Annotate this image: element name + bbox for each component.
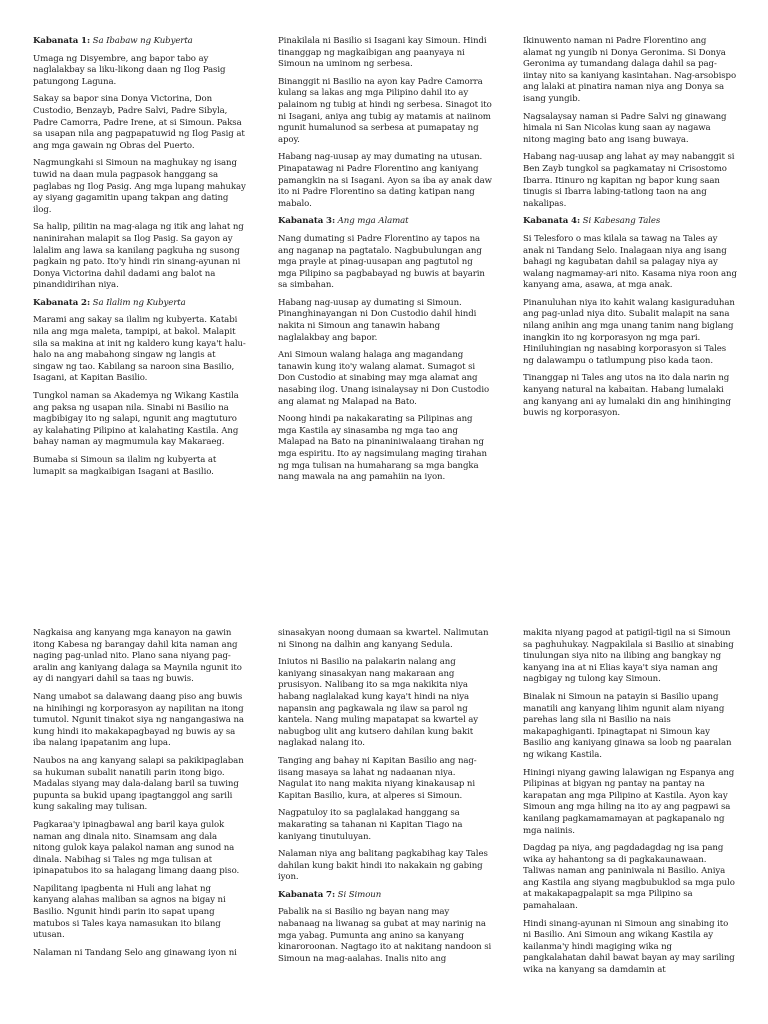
paragraph: Binalak ni Simoun na patayin si Basilio upang manatili ang kanyang lihim ngunit alam niyang parehas lang sila ni Basilio na nais makapaghiganti. Ipinagtapat ni Simoun kay Basilio ang kaniyang ginawa sa loob ng paaralan ng wikang Kastila. (523, 691, 732, 760)
chapter-title: Sa Ilalim ng Kubyerta (92, 297, 186, 308)
paragraph: Sa halip, pilitin na mag-alaga ng itik ang lahat ng naninirahan malapit sa Ilog Pasig. Sa gayon ay lalalim ang lawa sa kanilang pagkuha ng susong pagkain ng pato. Ito'y hindi rin sinang-ayunan ni Donya Victorina dahil dadami ang balot na pinandidirihan niya. (33, 222, 244, 291)
chapter-heading-1 (33, 36, 247, 48)
paragraph: Iniutos ni Basilio na palakarin nalang ang kaniyang sinasakyan nang makaraan ang prusisyon. Nalibang ito sa mga nakikita niya habang naglalakad kung kaya't hindi na niya napansin ang pagkawala ng ilaw sa parol ng kantela. Nang muling mapatapat sa kwartel ay nabugbog ulit ang kutsero dahilan kung bakit naglakad nalang ito. (278, 657, 479, 749)
paragraph: Noong hindi pa nakakarating sa Pilipinas ang mga Kastila ay sinasamba ng mga tao ang Malapad na Bato na pinaniniwalaang tirahan ng mga espiritu. Ito ay nagsimulang maging tirahan ng mga tulisan na humaharang sa mga bangka nang mawala na ang pamahiin na iyon. (278, 414, 487, 483)
paragraph: Bumaba si Simoun sa ilalim ng kubyerta at lumapit sa magkaibigan Isagani at Basilio. (33, 455, 217, 477)
paragraph: Tanging ang bahay ni Kapitan Basilio ang nag-iisang masaya sa lahat ng nadaanan niya. Nagulat ito nang makita niyang kinakausap ni Kapitan Basilio, kura, at alperes si Simoun. (278, 755, 477, 801)
paragraph: Binanggit ni Basilio na ayon kay Padre Camorra kulang sa lakas ang mga Pilipino dahil ito ay palainom ng tubig at hindi ng serbesa. Sinagot ito ni Isagani, aniya ang tubig ay matamis at naiinom ngunit humalunod sa serbesa at pumapatay ng apoy. (278, 76, 492, 145)
paragraph: Tungkol naman sa Akademya ng Wikang Kastila ang paksa ng usapan nila. Sinabi ni Basilio na magbibigay ito ng salapi, ngunit ang magtuturo ay kalahating Pilipino at kalahating Kastila. Ang bahay naman ay magmumula kay Makaraeg. (33, 391, 239, 448)
paragraph: Naubos na ang kanyang salapi sa pakikipaglaban sa hukuman subalit nanatili parin itong bigo. Madalas siyang may dala-dalang baril sa tuwing pupunta sa bukid upang ipagtanggol ang sarili kung sakaling may tulisan. (33, 755, 244, 813)
paragraph: Nagkaisa ang kanyang mga kanayon na gawin itong Kabesa ng barangay dahil kita naman ang naging pag-unlad nito. Plano sana niyang pag-aralin ang kaniyang dalaga sa Maynila ngunit ito ay di nangyari dahil sa taas ng buwis. (33, 628, 242, 685)
paragraph: Nagsalaysay naman si Padre Salvi ng ginawang himala ni San Nicolas kung saan ay nagawa nitong maging bato ang isang buwaya. (523, 111, 727, 145)
chapter-heading-3 (278, 216, 492, 228)
paragraph: Marami ang sakay sa ilalim ng kubyerta. Katabi nila ang mga maleta, tampipi, at bakol. Malapit sila sa makina at init ng kaldero kung kaya't halu-halo na ang mabahong singaw ng langis at singaw ng tao. Kabilang sa naroon sina Basilio, Isagani, at Kapitan Basilio. (33, 315, 246, 384)
paragraph: Sakay sa bapor sina Donya Victorina, Don Custodio, Benzayb, Padre Salvi, Padre Sibyla, Padre Camorra, Padre Irene, at si Simoun. Paksa sa usapan nila ang pagpapatuwid ng Ilog Pasig at ang mga gawain ng Obras del Puerto. (33, 94, 245, 151)
paragraph: Pinakilala ni Basilio si Isagani kay Simoun. Hindi tinanggap ng magkaibigan ang paanyaya ni Simoun na uminom ng serbesa. (278, 36, 487, 70)
chapter-label: Kabanata 3: (278, 216, 336, 227)
paragraph: makita niyang pagod at patigil-tigil na si Simoun sa paghuhukay. Nagpakilala si Basilio at sinabing tinulungan siya nito na ilibing ang bangkay ng kanyang ina at ni Elias kaya't siya naman ang nagbigay ng tulong kay Simoun. (523, 628, 734, 685)
top-column-2 (278, 36, 492, 556)
bottom-column-1 (33, 628, 247, 1024)
paragraph: Nalaman niya ang balitang pagkabihag kay Tales dahilan kung bakit hindi ito nakakain ng gabing iyon. (278, 849, 488, 883)
bottom-column-3 (523, 628, 737, 1024)
chapter-label: Kabanata 1: (33, 36, 91, 46)
paragraph: Nagmungkahi si Simoun na maghukay ng isang tuwid na daan mula pagpasok hanggang sa paglabas ng Ilog Pasig. Ang mga lupang mahukay ay siyang gagamitin upang takpan ang dating ilog. (33, 158, 246, 215)
paragraph: Tinanggap ni Tales ang utos na ito dala narin ng kanyang natural na kabaitan. Habang lumalaki ang kanyang ani ay lumalaki din ang hinihinging buwis ng korporasyon. (523, 373, 731, 419)
chapter-heading-4 (523, 216, 737, 228)
paragraph: Umaga ng Disyembre, ang bapor tabo ay naglalakbay sa liku-likong daan ng Ilog Pasig patungong Laguna. (33, 53, 226, 87)
paragraph: Pinanuluhan niya ito kahit walang kasiguraduhan ang pag-unlad niya dito. Subalit malapit na sana nilang anihin ang mga unang tanim nang biglang inangkin ito ng korporasyon ng mga pari. Hiniluhingian ng nasabing korporasyon si Tales ng dalawampu o tatlumpung piso kada taon. (523, 297, 735, 366)
top-column-3 (523, 36, 737, 556)
chapter-label: Kabanata 4: (523, 216, 581, 227)
paragraph: Dagdag pa niya, ang pagdadagdag ng isa pang wika ay hahantong sa di pagkakaunawaan. Taliwas naman ang paniniwala ni Basilio. Aniya ang Kastila ang siyang magbubuklod sa mga pulo at makakapagpalapit sa mga Pilipino sa pamahalaan. (523, 843, 735, 912)
paragraph: Pagkaraa'y ipinagbawal ang baril kaya gulok naman ang dinala nito. Sinamsam ang dala nitong gulok kaya palakol naman ang sunod na dinala. Nabihag si Tales ng mga tulisan at ipinapatubos ito sa halagang limang daang piso. (33, 819, 240, 877)
paragraph: Hiningi niyang gawing lalawigan ng Espanya ang Pilipinas at bigyan ng pantay na pantay na karapatan ang mga Pilipino at Kastila. Ayon kay Simoun ang mga hiling na ito ay ang pagpawi sa kanilang pagkamamamayan at pagkapanalo ng mga naiinis. (523, 767, 735, 836)
paragraph: sinasakyan noong dumaan sa kwartel. Nalimutan ni Sinong na dalhin ang kanyang Sedula. (278, 628, 489, 650)
paragraph: Nagpatuloy ito sa paglalakad hanggang sa makarating sa tahanan ni Kapitan Tiago na kaniyang tinutuluyan. (278, 808, 463, 842)
paragraph: Hindi sinang-ayunan ni Simoun ang sinabing ito ni Basilio. Ani Simoun ang wikang Kastila ay kailanma'y hindi magiging wika ng pangkalahatan dahil bawat bayan ay may sariling wika na kanyang sa damdamin at (523, 918, 735, 976)
chapter-label: Kabanata 7: (278, 889, 336, 900)
paragraph: Nang umabot sa dalawang daang piso ang buwis na hinihingi ng korporasyon ay napilitan na itong tumutol. Ngunit tinakot siya ng nangangasiwa na kung hindi ito makakapagbayad ng buwis ay sa iba nalang ipapatanim ang lupa. (33, 691, 244, 749)
bottom-column-2 (278, 628, 492, 1024)
chapter-title: Ang mga Alamat (337, 216, 409, 227)
chapter-title: Si Kabesang Tales (582, 216, 661, 227)
paragraph: Napilitang ipagbenta ni Huli ang lahat ng kanyang alahas maliban sa agnos na bigay ni Basilio. Ngunit hindi parin ito sapat upang matubos si Tales kaya namasukan ito bilang utusan. (33, 883, 226, 941)
paragraph: Ani Simoun walang halaga ang magandang tanawin kung ito'y walang alamat. Sumagot si Don Custodio at sinabing may mga alamat ang nasabing ilog. Unang isinalaysay ni Don Custodio ang alamat ng Malapad na Bato. (278, 350, 490, 407)
paragraph: Pabalik na si Basilio ng bayan nang may nabanaag na liwanag sa gubat at may narinig na mga yabag. Pumunta ang anino sa kanyang kinaroroonan. Nagtago ito at nakitang nandoon si Simoun na mag-aalahas. Inalis nito ang (278, 907, 492, 964)
chapter-heading-2 (33, 298, 247, 310)
top-column-1 (33, 36, 247, 556)
paragraph: Ikinuwento naman ni Padre Florentino ang alamat ng yungib ni Donya Geronima. Si Donya Geronima ay tumandang dalaga dahil sa pag-iintay nito sa kaniyang kasintahan. Nag-arsobispo ang lalaki at pinatira naman niya ang Donya sa isang yungib. (523, 36, 737, 104)
paragraph: Nalaman ni Tandang Selo ang ginawang iyon ni (33, 947, 237, 958)
chapter-title: Sa Ibabaw ng Kubyerta (92, 36, 193, 46)
paragraph: Nang dumating si Padre Florentino ay tapos na ang naganap na pagtatalo. Nagbubulungan ang mga prayle at pinag-uusapan ang pagtutol ng mga Pilipino sa pagbabayad ng buwis at bayarin sa simbahan. (278, 233, 485, 291)
chapter-title: Si Simoun (337, 889, 382, 900)
paragraph: Habang nag-uusap ay dumating si Simoun. Pinanghinayangan ni Don Custodio dahil hindi nakita ni Simoun ang tanawin habang naglalakbay ang bapor. (278, 297, 477, 343)
chapter-label: Kabanata 2: (33, 297, 91, 308)
chapter-heading-7 (278, 890, 492, 902)
paragraph: Habang nag-uusap ay may dumating na utusan. Pinapatawag ni Padre Florentino ang kaniyang pamangkin na si Isagani. Ayon sa iba ay anak daw ito ni Padre Florentino sa dating katipan nang mabalo. (278, 152, 492, 209)
paragraph: Si Telesforo o mas kilala sa tawag na Tales ay anak ni Tandang Selo. Inalagaan niya ang isang bahagi ng kagubatan dahil sa palagay niya ay walang nagmamay-ari nito. Kasama niya roon ang kanyang ama, asawa, at mga anak. (523, 233, 737, 291)
paragraph: Habang nag-uusap ang lahat ay may nabanggit si Ben Zayb tungkol sa pagkamatay ni Crisostomo Ibarra. Itinuro ng kapitan ng bapor kung saan tinugis si Ibarra labing-tatlong taon na ang nakalipas. (523, 152, 735, 209)
